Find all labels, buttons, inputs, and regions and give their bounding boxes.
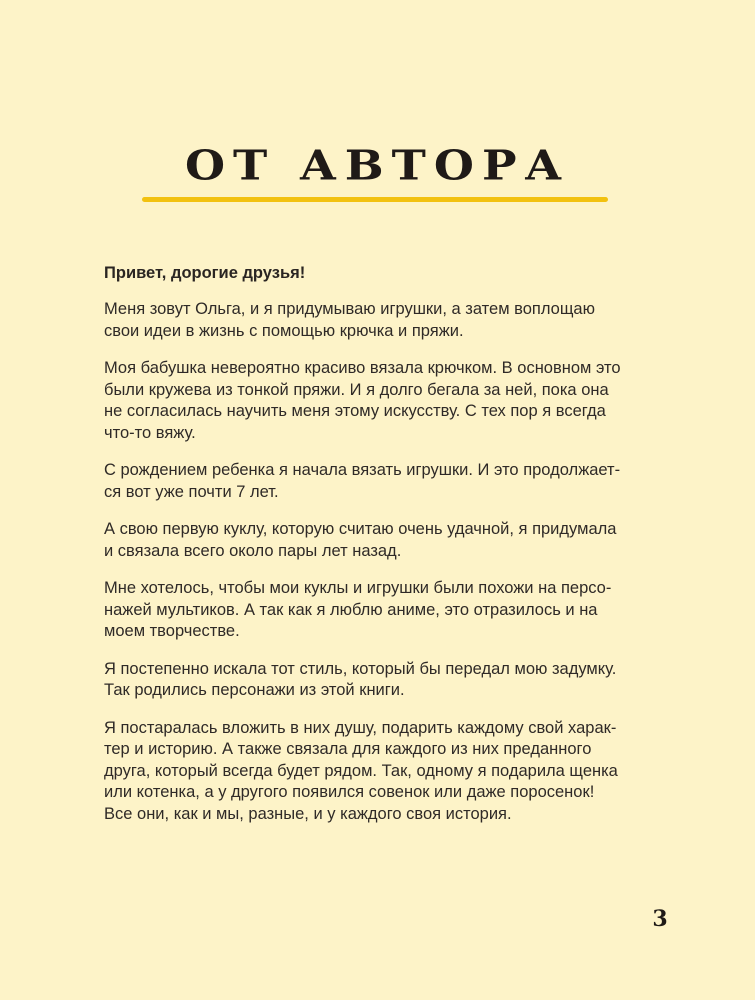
paragraph-6: Я постепенно искала тот стиль, который бы передал мою задумку. Так родились персонажи из этой книги. — [104, 659, 617, 699]
title-underline — [142, 197, 608, 202]
page-title: ОТ АВТОРА — [184, 140, 570, 190]
paragraph-3: С рождением ребенка я начала вязать игрушки. И это продолжает-ся вот уже почти 7 лет. — [104, 461, 621, 501]
paragraph-5: Мне хотелось, чтобы мои куклы и игрушки были похожи на персо-нажей мультиков. А так как я люблю аниме, это отразилось и на моем творчестве. — [104, 579, 612, 640]
paragraph-1: Меня зовут Ольга, и я придумываю игрушки, а затем воплощаю свои идеи в жизнь с помощью крючка и пряжи. — [104, 300, 595, 340]
paragraph-7: Я постаралась вложить в них душу, подарить каждому свой харак-тер и историю. А также связала для каждого из них преданного друга, который всегда будет рядом. Так, одному я подарила щенка или котенка, а у другого появился совенок или даже поросенок! Все они, как и мы, разные, и у каждого своя история. — [104, 718, 618, 823]
page-number: 3 — [652, 906, 668, 932]
greeting: Привет, дорогие друзья! — [104, 264, 306, 282]
paragraph-4: А свою первую куклу, которую считаю очень удачной, я придумала и связала всего около пары лет назад. — [104, 520, 617, 560]
paragraph-2: Моя бабушка невероятно красиво вязала крючком. В основном это были кружева из тонкой пряжи. И я долго бегала за ней, пока она не согласилась научить меня этому искусству. С тех пор я всегда что-то вяжу. — [104, 359, 621, 442]
page-content — [104, 262, 624, 841]
